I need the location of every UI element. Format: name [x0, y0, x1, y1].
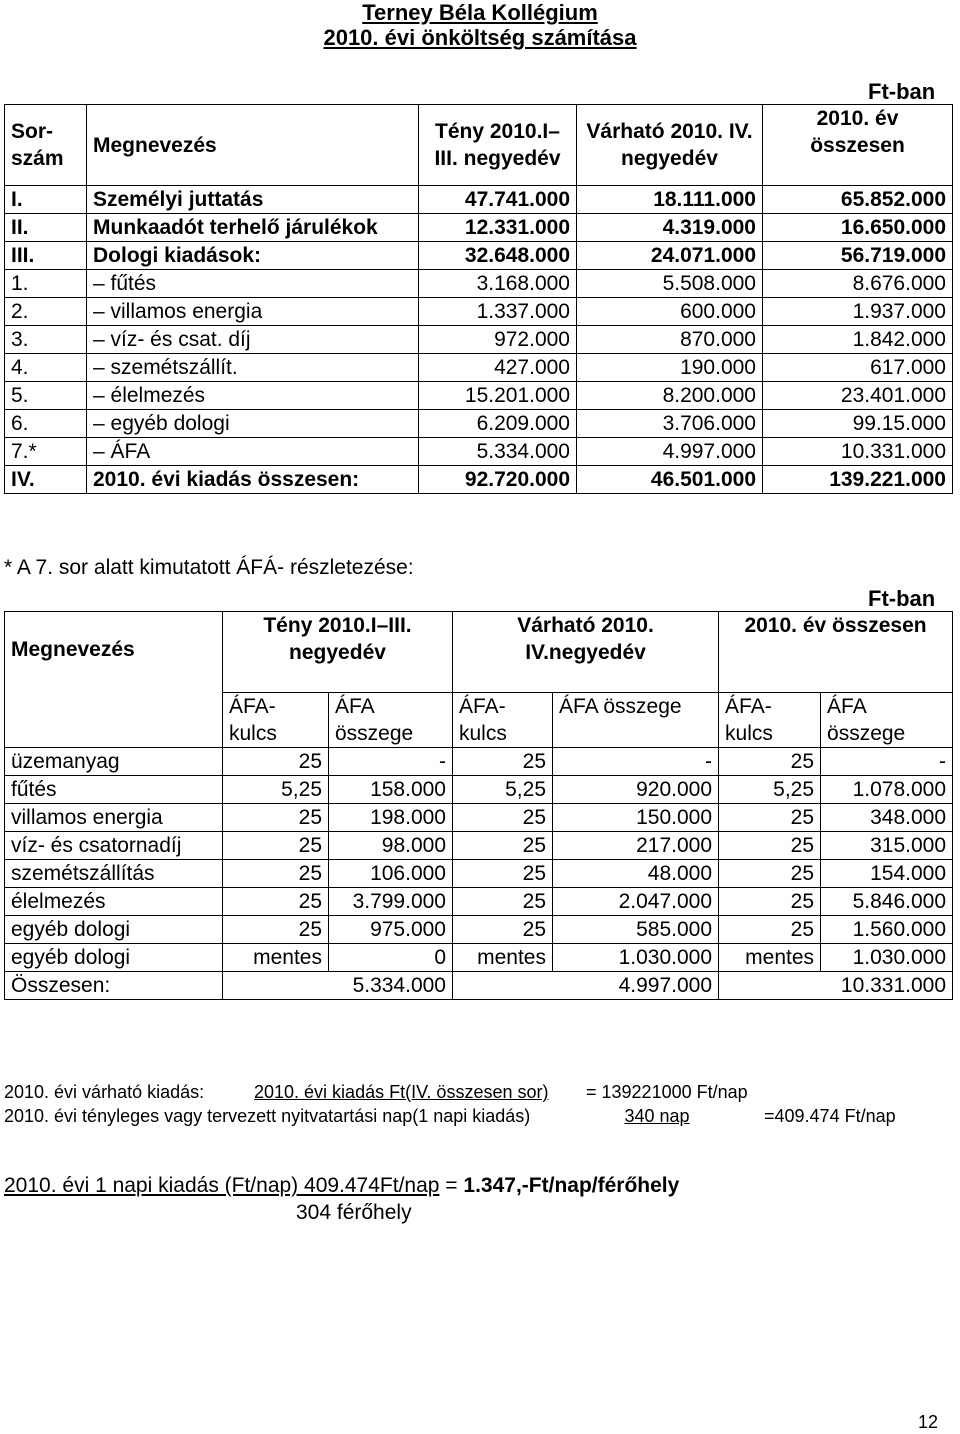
row-osszesen: 1.842.000 — [763, 326, 953, 354]
header-teny: Tény 2010.I–III. negyedév — [419, 105, 577, 186]
footer-line3-eq: = — [445, 1174, 458, 1197]
vat-subheader-osszeg: ÁFA összege — [821, 693, 953, 748]
unit-label-2: Ft-ban — [868, 586, 936, 611]
row-number: 4. — [5, 354, 87, 382]
row-number: 6. — [5, 410, 87, 438]
row-teny: 1.337.000 — [419, 298, 577, 326]
doc-title-institution: Terney Béla Kollégium — [362, 0, 598, 25]
vat-table-row — [5, 748, 953, 776]
row-number: 3. — [5, 326, 87, 354]
vat-row-name: fűtés — [5, 776, 223, 804]
row-name: – szemétszállít. — [87, 354, 419, 382]
vat-row-osszeg: 348.000 — [821, 804, 953, 832]
vat-row-kulcs: 25 — [719, 888, 821, 916]
vat-row-name: egyéb dologi — [5, 916, 223, 944]
row-osszesen: 617.000 — [763, 354, 953, 382]
row-osszesen: 8.676.000 — [763, 270, 953, 298]
row-name: Munkaadót terhelő járulékok — [87, 214, 419, 242]
vat-total-label: Összesen: — [5, 972, 223, 1000]
vat-row-kulcs: 25 — [223, 860, 329, 888]
vat-row-kulcs: 25 — [719, 832, 821, 860]
footer-line-2 — [4, 1106, 944, 1127]
vat-row-kulcs: 5,25 — [223, 776, 329, 804]
cost-table-row — [5, 298, 953, 326]
row-teny: 47.741.000 — [419, 186, 577, 214]
row-teny: 5.334.000 — [419, 438, 577, 466]
vat-subheader-osszeg: ÁFA összege — [553, 693, 719, 748]
vat-row-name: szemétszállítás — [5, 860, 223, 888]
vat-row-osszeg: - — [821, 748, 953, 776]
vat-row-osszeg: 198.000 — [329, 804, 453, 832]
vat-row-kulcs: 5,25 — [453, 776, 553, 804]
row-name: – ÁFA — [87, 438, 419, 466]
vat-row-kulcs: 25 — [719, 804, 821, 832]
row-osszesen: 10.331.000 — [763, 438, 953, 466]
vat-subheader-kulcs: ÁFA- kulcs — [223, 693, 329, 748]
vat-row-kulcs: mentes — [223, 944, 329, 972]
row-number: I. — [5, 186, 87, 214]
vat-row-kulcs: 25 — [223, 748, 329, 776]
row-teny: 3.168.000 — [419, 270, 577, 298]
row-osszesen: 99.15.000 — [763, 410, 953, 438]
vat-row-kulcs: 25 — [223, 804, 329, 832]
row-varhato: 24.071.000 — [577, 242, 763, 270]
row-name: Dologi kiadások: — [87, 242, 419, 270]
vat-row-kulcs: 25 — [719, 916, 821, 944]
vat-subheader-kulcs: ÁFA- kulcs — [719, 693, 821, 748]
header-osszesen: 2010. év összesen — [763, 105, 953, 186]
footer-line2-label: 2010. évi tényleges vagy tervezett nyitvatartási nap(1 napi kiadás) — [4, 1106, 531, 1126]
vat-table-row — [5, 860, 953, 888]
row-varhato: 600.000 — [577, 298, 763, 326]
vat-row-kulcs: 25 — [453, 748, 553, 776]
row-osszesen: 16.650.000 — [763, 214, 953, 242]
cost-table-row — [5, 270, 953, 298]
vat-table-row — [5, 916, 953, 944]
vat-subheader-kulcs: ÁFA- kulcs — [453, 693, 553, 748]
vat-row-kulcs: mentes — [719, 944, 821, 972]
row-number: III. — [5, 242, 87, 270]
vat-subheader-osszeg: ÁFA összege — [329, 693, 453, 748]
vat-row-name: villamos energia — [5, 804, 223, 832]
vat-row-osszeg: 920.000 — [553, 776, 719, 804]
doc-title-subject: 2010. évi önköltség számítása — [323, 25, 637, 50]
vat-row-osszeg: 158.000 — [329, 776, 453, 804]
row-osszesen: 1.937.000 — [763, 298, 953, 326]
vat-table-row — [5, 804, 953, 832]
row-teny: 12.331.000 — [419, 214, 577, 242]
footer-line2-days: 340 nap — [624, 1106, 690, 1126]
row-varhato: 190.000 — [577, 354, 763, 382]
vat-total-value: 5.334.000 — [223, 972, 453, 1000]
vat-total-value: 4.997.000 — [453, 972, 719, 1000]
vat-row-osszeg: 2.047.000 — [553, 888, 719, 916]
vat-row-osszeg: 217.000 — [553, 832, 719, 860]
unit-label-1: Ft-ban — [868, 79, 936, 104]
vat-row-name: üzemanyag — [5, 748, 223, 776]
vat-row-osszeg: 48.000 — [553, 860, 719, 888]
vat-header-osszesen: 2010. év összesen — [719, 612, 953, 693]
vat-row-osszeg: 975.000 — [329, 916, 453, 944]
row-name: 2010. évi kiadás összesen: — [87, 466, 419, 494]
vat-row-osszeg: 1.030.000 — [821, 944, 953, 972]
row-name: – fűtés — [87, 270, 419, 298]
row-number: 2. — [5, 298, 87, 326]
row-name: Személyi juttatás — [87, 186, 419, 214]
row-osszesen: 56.719.000 — [763, 242, 953, 270]
vat-row-osszeg: - — [329, 748, 453, 776]
vat-row-osszeg: 1.078.000 — [821, 776, 953, 804]
vat-total-value: 10.331.000 — [719, 972, 953, 1000]
vat-header-teny: Tény 2010.I–III. negyedév — [223, 612, 453, 693]
row-name: – villamos energia — [87, 298, 419, 326]
row-number: 5. — [5, 382, 87, 410]
vat-row-kulcs: 25 — [453, 832, 553, 860]
row-teny: 427.000 — [419, 354, 577, 382]
footer-line-4: 304 férőhely — [296, 1201, 412, 1224]
cost-table-row — [5, 354, 953, 382]
vat-row-kulcs: 25 — [453, 916, 553, 944]
footer-line3-formula: 2010. évi 1 napi kiadás (Ft/nap) 409.474Ft/nap — [4, 1174, 440, 1197]
vat-row-kulcs: 25 — [223, 888, 329, 916]
row-varhato: 5.508.000 — [577, 270, 763, 298]
vat-header-varhato: Várható 2010. IV.negyedév — [453, 612, 719, 693]
vat-header-megnevezes: Megnevezés — [5, 612, 223, 748]
vat-row-kulcs: 25 — [453, 860, 553, 888]
footer-line2-result: =409.474 Ft/nap — [764, 1106, 896, 1126]
vat-row-kulcs: 25 — [223, 832, 329, 860]
vat-table-row — [5, 832, 953, 860]
cost-table-row — [5, 466, 953, 494]
vat-table-body — [5, 748, 953, 1000]
vat-row-kulcs: mentes — [453, 944, 553, 972]
cost-table-row — [5, 242, 953, 270]
cost-table-row — [5, 214, 953, 242]
header-varhato: Várható 2010. IV. negyedév — [577, 105, 763, 186]
vat-table-row — [5, 944, 953, 972]
vat-row-kulcs: 25 — [453, 888, 553, 916]
row-teny: 6.209.000 — [419, 410, 577, 438]
row-name: – egyéb dologi — [87, 410, 419, 438]
vat-table-header — [5, 612, 953, 693]
row-name: – élelmezés — [87, 382, 419, 410]
vat-row-osszeg: 3.799.000 — [329, 888, 453, 916]
vat-table-row — [5, 888, 953, 916]
vat-table — [4, 611, 953, 1000]
footer-line1-result: = 139221000 Ft/nap — [586, 1082, 748, 1102]
header-sorszam: Sor- szám — [5, 105, 87, 186]
row-varhato: 870.000 — [577, 326, 763, 354]
footer-line3-result: 1.347,-Ft/nap/férőhely — [463, 1174, 680, 1197]
cost-table-body — [5, 186, 953, 494]
vat-row-osszeg: 150.000 — [553, 804, 719, 832]
footer-line1-label: 2010. évi várható kiadás: — [4, 1082, 205, 1102]
vat-row-kulcs: 25 — [453, 804, 553, 832]
vat-row-osszeg: 1.560.000 — [821, 916, 953, 944]
vat-row-osszeg: 0 — [329, 944, 453, 972]
vat-table-total-row — [5, 972, 953, 1000]
cost-table-row — [5, 186, 953, 214]
vat-note: * A 7. sor alatt kimutatott ÁFÁ- részletezése: — [4, 556, 414, 579]
cost-table-row — [5, 410, 953, 438]
row-varhato: 4.997.000 — [577, 438, 763, 466]
vat-row-name: élelmezés — [5, 888, 223, 916]
page-number: 12 — [917, 1412, 938, 1432]
row-osszesen: 139.221.000 — [763, 466, 953, 494]
vat-row-osszeg: 315.000 — [821, 832, 953, 860]
row-teny: 15.201.000 — [419, 382, 577, 410]
vat-row-osszeg: 5.846.000 — [821, 888, 953, 916]
vat-table-row — [5, 776, 953, 804]
row-number: II. — [5, 214, 87, 242]
vat-row-osszeg: 106.000 — [329, 860, 453, 888]
cost-table-row — [5, 326, 953, 354]
cost-table — [4, 104, 953, 494]
vat-row-osszeg: 1.030.000 — [553, 944, 719, 972]
footer-line-1 — [4, 1082, 748, 1103]
row-number: 7.* — [5, 438, 87, 466]
vat-row-osszeg: - — [553, 748, 719, 776]
row-teny: 972.000 — [419, 326, 577, 354]
cost-table-row — [5, 438, 953, 466]
cost-table-row — [5, 382, 953, 410]
vat-row-kulcs: 25 — [223, 916, 329, 944]
row-varhato: 4.319.000 — [577, 214, 763, 242]
vat-row-osszeg: 154.000 — [821, 860, 953, 888]
footer-line-3 — [4, 1174, 944, 1198]
header-megnevezes: Megnevezés — [87, 105, 419, 186]
row-osszesen: 65.852.000 — [763, 186, 953, 214]
vat-row-osszeg: 585.000 — [553, 916, 719, 944]
vat-row-osszeg: 98.000 — [329, 832, 453, 860]
row-varhato: 3.706.000 — [577, 410, 763, 438]
vat-row-kulcs: 25 — [719, 860, 821, 888]
footer-line1-formula: 2010. évi kiadás Ft(IV. összesen sor) — [254, 1082, 549, 1102]
row-varhato: 46.501.000 — [577, 466, 763, 494]
row-name: – víz- és csat. díj — [87, 326, 419, 354]
vat-row-name: víz- és csatornadíj — [5, 832, 223, 860]
row-osszesen: 23.401.000 — [763, 382, 953, 410]
vat-row-kulcs: 5,25 — [719, 776, 821, 804]
row-varhato: 8.200.000 — [577, 382, 763, 410]
vat-row-kulcs: 25 — [719, 748, 821, 776]
cost-table-header — [5, 105, 953, 186]
row-number: IV. — [5, 466, 87, 494]
row-teny: 92.720.000 — [419, 466, 577, 494]
row-number: 1. — [5, 270, 87, 298]
row-teny: 32.648.000 — [419, 242, 577, 270]
row-varhato: 18.111.000 — [577, 186, 763, 214]
vat-row-name: egyéb dologi — [5, 944, 223, 972]
